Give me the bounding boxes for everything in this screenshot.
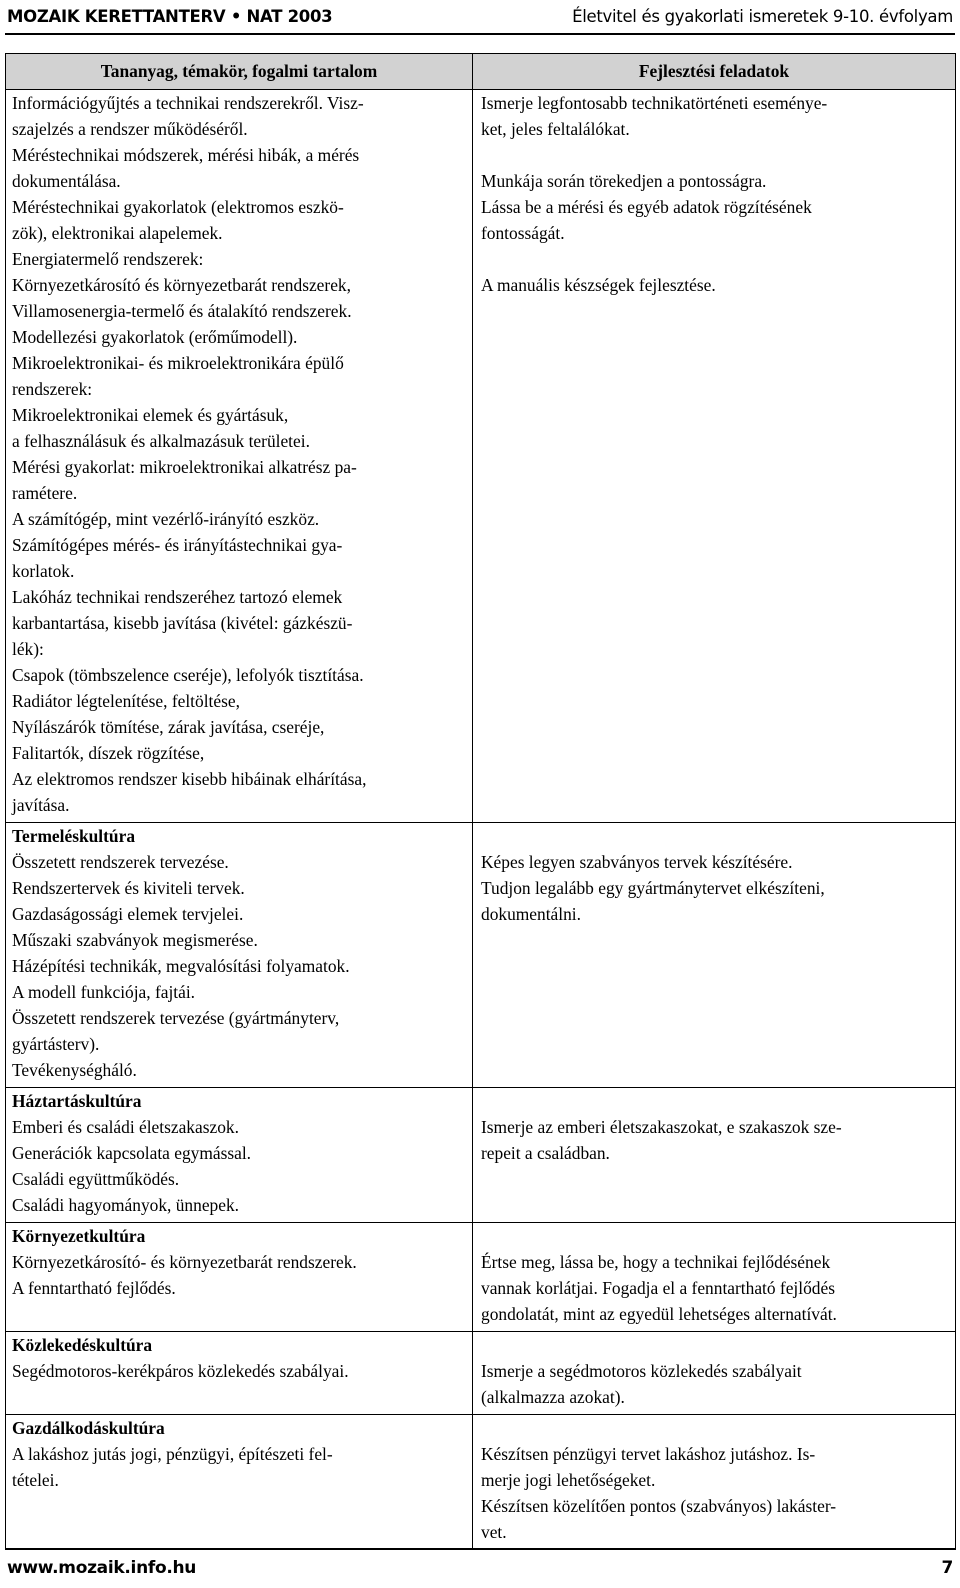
text-line: Méréstechnikai módszerek, mérési hibák, a mérés [12,145,360,165]
text-line: Generációk kapcsolata egymással. [12,1143,252,1163]
table-row [6,1088,956,1223]
text-line: Villamosenergia-termelő és átalakító rendszerek. [12,301,352,321]
table-row [6,1223,956,1332]
text-line: Családi együttműködés. [12,1169,180,1189]
text-line: Ismerje az emberi életszakaszokat, e szakaszok sze- [481,1117,842,1137]
tasks-cell [473,1415,956,1550]
table-row [6,1415,956,1550]
text-line: a felhasználásuk és alkalmazásuk területei. [12,431,310,451]
content-cell [6,1332,473,1415]
topic-heading: Háztartáskultúra [12,1091,142,1111]
text-line: Ismerje legfontosabb technikatörténeti eseménye- [481,93,828,113]
table-row [6,90,956,823]
tasks-cell [473,90,956,823]
content-cell [6,90,473,823]
column-header-content: Tananyag, témakör, fogalmi tartalom [6,54,473,90]
text-line: dokumentálni. [481,904,581,924]
column-header-tasks: Fejlesztési feladatok [473,54,956,90]
tasks-cell [473,823,956,1088]
text-line: ramétere. [12,483,78,503]
text-line: Tevékenységháló. [12,1060,137,1080]
text-line: A fenntartható fejlődés. [12,1278,176,1298]
text-line: szajelzés a rendszer működéséről. [12,119,248,139]
text-line: Segédmotoros-kerékpáros közlekedés szabályai. [12,1361,349,1381]
text-line: (alkalmazza azokat). [481,1387,625,1407]
text-line: karbantartása, kisebb javítása (kivétel: gázkészü- [12,613,353,633]
text-line: Radiátor légtelenítése, feltöltése, [12,691,240,711]
table-header-row [6,54,956,90]
series-title: MOZAIK KERETTANTERV • NAT 2003 [7,7,333,26]
text-line: Gazdaságossági elemek tervjelei. [12,904,244,924]
text-line: Összetett rendszerek tervezése (gyártmányterv, [12,1008,340,1028]
spacer [481,1088,947,1114]
text-line: A lakáshoz jutás jogi, pénzügyi, építészeti fel- [12,1444,333,1464]
text-line: Értse meg, lássa be, hogy a technikai fejlődésének [481,1252,831,1272]
text-line: Az elektromos rendszer kisebb hibáinak elhárítása, [12,769,367,789]
text-line: repeit a családban. [481,1143,610,1163]
table-row [6,823,956,1088]
text-line: gyártásterv). [12,1034,100,1054]
text-line: vannak korlátjai. Fogadja el a fenntartható fejlődés [481,1278,835,1298]
text-line: fontosságát. [481,223,565,243]
text-line: ket, jeles feltalálókat. [481,119,630,139]
spacer [481,1332,947,1358]
text-line: gondolatát, mint az egyedül lehetséges alternatívát. [481,1304,837,1324]
text-line: vet. [481,1522,507,1542]
text-line: Képes legyen szabványos tervek készítésére. [481,852,793,872]
content-cell [6,1223,473,1332]
table-row [6,1332,956,1415]
content-cell [6,823,473,1088]
text-line: Lássa be a mérési és egyéb adatok rögzítésének [481,197,812,217]
topic-heading: Közlekedéskultúra [12,1335,153,1355]
text-line: Mikroelektronikai elemek és gyártásuk, [12,405,289,425]
text-line: Csapok (tömbszelence cseréje), lefolyók tisztítása. [12,665,364,685]
curriculum-table [5,53,956,1550]
text-line: Tudjon legalább egy gyártmánytervet elkészíteni, [481,878,825,898]
text-line: Készítsen közelítően pontos (szabványos) lakáster- [481,1496,837,1516]
text-line: lék): [12,639,44,659]
text-line: Nyílászárók tömítése, zárak javítása, cseréje, [12,717,325,737]
text-line: Lakóház technikai rendszeréhez tartozó elemek [12,587,343,607]
tasks-cell [473,1223,956,1332]
tasks-cell [473,1088,956,1223]
text-line: Energiatermelő rendszerek: [12,249,204,269]
text-line [481,142,947,168]
text-line: Ismerje a segédmotoros közlekedés szabályait [481,1361,802,1381]
text-line: tételei. [12,1470,59,1490]
text-line: zök), elektronikai alapelemek. [12,223,223,243]
text-line: Mikroelektronikai- és mikroelektronikára épülő [12,353,344,373]
content-cell [6,1415,473,1550]
text-line: Modellezési gyakorlatok (erőműmodell). [12,327,298,347]
text-line: Falitartók, díszek rögzítése, [12,743,205,763]
topic-heading: Környezetkultúra [12,1226,146,1246]
spacer [481,1223,947,1249]
text-line: Készítsen pénzügyi tervet lakáshoz jutáshoz. Is- [481,1444,816,1464]
website-url: www.mozaik.info.hu [7,1558,197,1578]
text-line: A modell funkciója, fajtái. [12,982,196,1002]
text-line: rendszerek: [12,379,93,399]
text-line: Összetett rendszerek tervezése. [12,852,229,872]
text-line: Műszaki szabványok megismerése. [12,930,258,950]
page-number: 7 [941,1558,953,1578]
subject-title: Életvitel és gyakorlati ismeretek 9-10. évfolyam [572,7,953,26]
text-line: Munkája során törekedjen a pontosságra. [481,171,767,191]
text-line: merje jogi lehetőségeket. [481,1470,656,1490]
text-line: Információgyűjtés a technikai rendszerekről. Visz- [12,93,364,113]
text-line: Mérési gyakorlat: mikroelektronikai alkatrész pa- [12,457,357,477]
text-line: javítása. [12,795,70,815]
text-line: Családi hagyományok, ünnepek. [12,1195,239,1215]
text-line: A manuális készségek fejlesztése. [481,275,716,295]
text-line: Rendszertervek és kiviteli tervek. [12,878,245,898]
tasks-cell [473,1332,956,1415]
spacer [481,823,947,849]
text-line: dokumentálása. [12,171,121,191]
content-cell [6,1088,473,1223]
page-header [5,3,955,35]
text-line: Méréstechnikai gyakorlatok (elektromos eszkö- [12,197,344,217]
text-line: Környezetkárosító- és környezetbarát rendszerek. [12,1252,357,1272]
text-line: Számítógépes mérés- és irányítástechnikai gya- [12,535,343,555]
topic-heading: Gazdálkodáskultúra [12,1418,165,1438]
text-line: korlatok. [12,561,75,581]
text-line: Házépítési technikák, megvalósítási folyamatok. [12,956,350,976]
text-line [481,246,947,272]
page-footer [5,1548,955,1588]
text-line: A számítógép, mint vezérlő-irányító eszköz. [12,509,320,529]
spacer [481,1415,947,1441]
text-line: Környezetkárosító és környezetbarát rendszerek, [12,275,351,295]
topic-heading: Termeléskultúra [12,826,136,846]
text-line: Emberi és családi életszakaszok. [12,1117,239,1137]
